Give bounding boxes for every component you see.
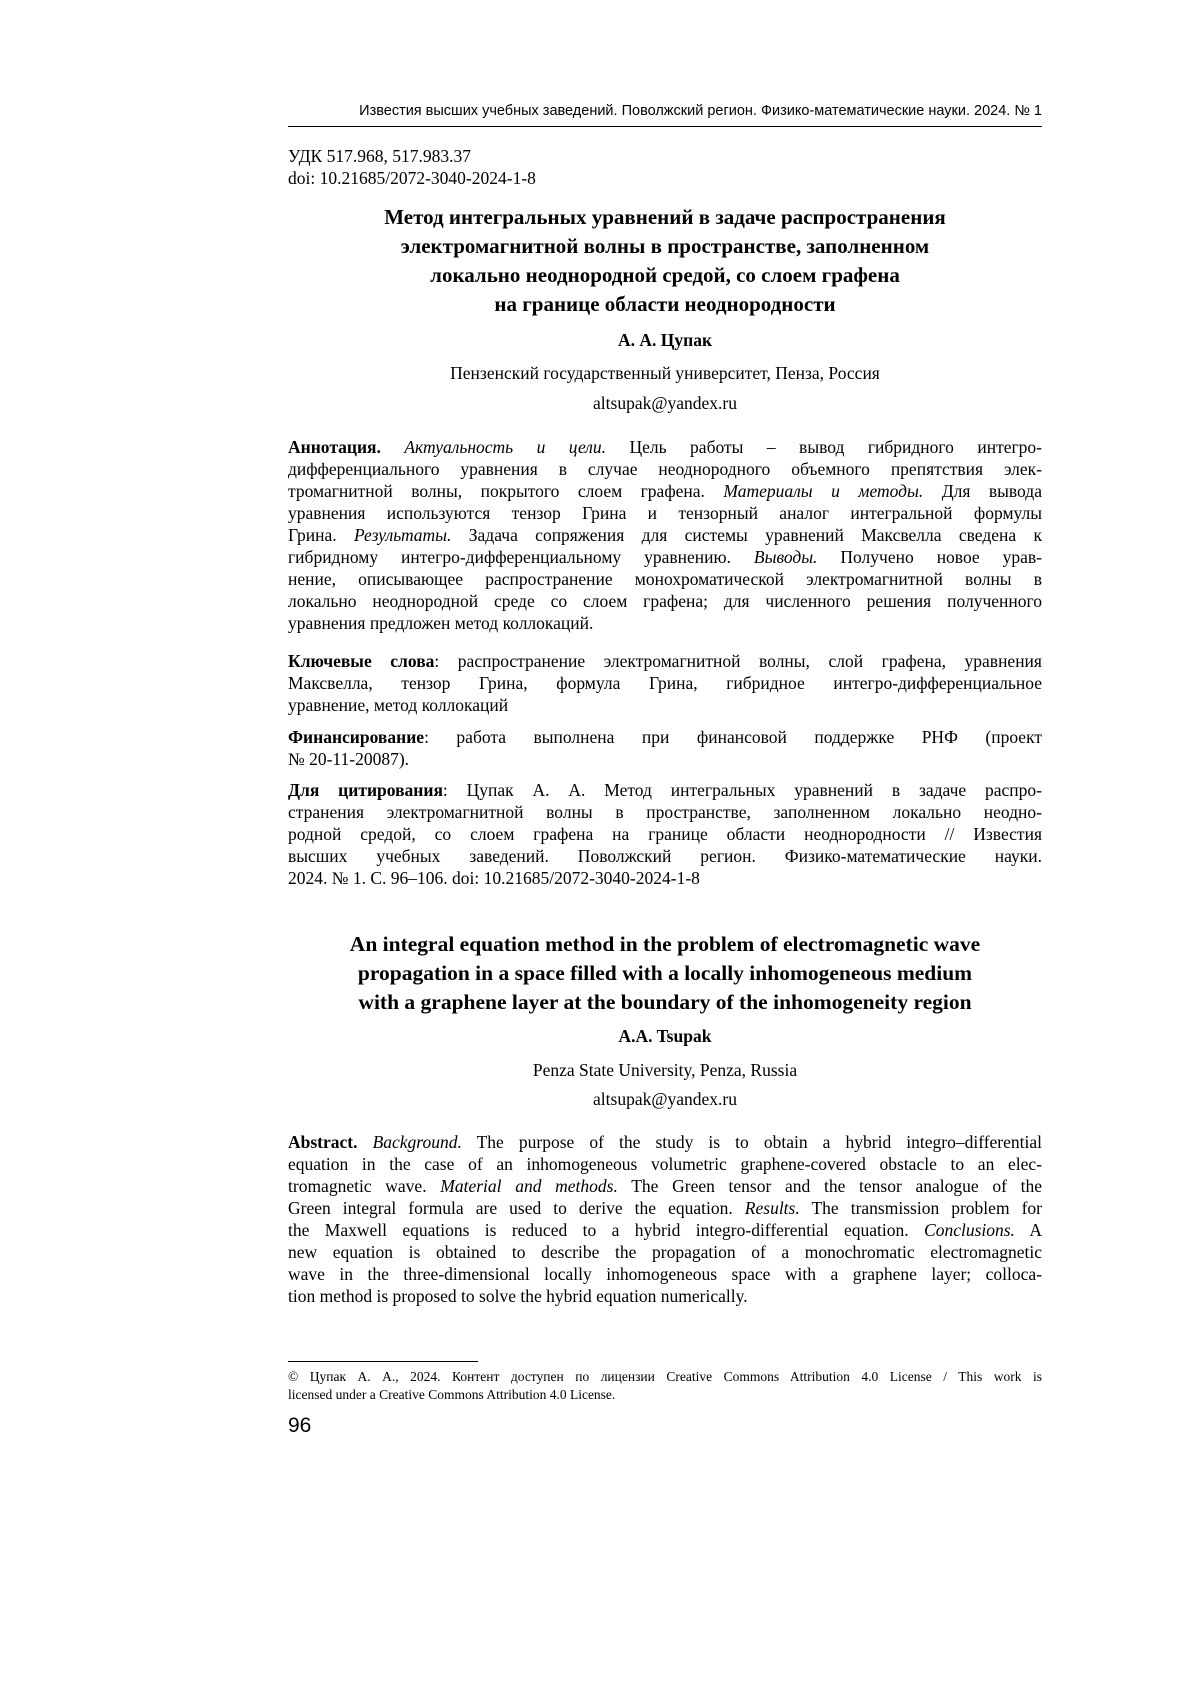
abstract-en-text: A [1014,1220,1042,1240]
keywords-ru-line [288,650,1042,672]
citation-ru-line [288,779,1042,801]
abstract-en-label: Abstract. [288,1132,358,1152]
abstract-ru-line: уравнения предложен метод коллокаций. [288,613,594,633]
udc-code: УДК 517.968, 517.983.37 [288,146,471,166]
keywords-ru-line: уравнение, метод коллокаций [288,695,509,715]
keywords-ru-line: Максвелла, тензор Грина, формула Грина, гибридное интегро-дифференциальное [288,673,1042,693]
author-en: A.A. Tsupak [618,1026,712,1046]
abstract-en-line: new equation is obtained to describe the propagation of a monochromatic electromagnetic [288,1242,1042,1262]
title-ru-line: электромагнитной волны в пространстве, заполненном [400,234,930,258]
abstract-en-text: tromagnetic wave. [288,1176,441,1196]
abstract-en-text: the Maxwell equations is reduced to a hybrid integro-differential equation. [288,1220,925,1240]
funding-ru-text: : работа выполнена при финансовой поддержке РНФ (проект [424,727,1042,747]
abstract-en-text: Green integral formula are used to derive the equation. [288,1198,745,1218]
author-ru: А. А. Цупак [617,330,713,350]
funding-ru-line: № 20-11-20087). [288,749,410,769]
abstract-en [288,1131,1042,1307]
citation-ru-label: Для цитирования [288,780,443,800]
abstract-en-line [288,1197,1042,1219]
citation-ru-line: родной средой, со слоем графена на границе области неоднородности // Известия [288,824,1042,844]
title-en-line: with a graphene layer at the boundary of the inhomogeneity region [358,990,972,1014]
header-rule [288,126,1042,127]
footnote-line: © Цупак А. А., 2024. Контент доступен по лицензии Creative Commons Attribution 4.0 License / This work is [288,1369,1042,1384]
abstract-ru-text: Задача сопряжения для системы уравнений Максвелла сведена к [451,525,1042,545]
abstract-en-text: The transmission problem for [799,1198,1043,1218]
abstract-ru-line [288,436,1042,458]
email-en: altsupak@yandex.ru [593,1089,737,1109]
abstract-ru-line: локально неоднородной среде со слоем графена; для численного решения полученного [288,591,1042,611]
title-en-line: An integral equation method in the problem of electromagnetic wave [349,932,981,956]
abstract-en-line: equation in the case of an inhomogeneous volumetric graphene-covered obstacle to an elec- [288,1154,1042,1174]
abstract-ru-text: тромагнитной волны, покрытого слоем графена. [288,481,724,501]
abstract-ru-conclusions-label: Выводы. [753,547,818,567]
title-ru-line: локально неоднородной средой, со слоем графена [430,263,900,287]
abstract-ru-text: Для вывода [923,481,1042,501]
abstract-ru-text: гибридному интегро-дифференциальному уравнению. [288,547,754,567]
title-ru [288,203,1042,319]
abstract-ru-line: дифференциального уравнения в случае неоднородного объемного препятствия элек- [288,459,1042,479]
abstract-en-text: The purpose of the study is to obtain a hybrid integro–differential [461,1132,1042,1152]
abstract-en-methods-label: Material and methods. [440,1176,618,1196]
affiliation-en: Penza State University, Penza, Russia [532,1060,798,1080]
citation-ru-line: высших учебных заведений. Поволжский регион. Физико-математические науки. [288,846,1042,866]
abstract-ru-text: Грина. [288,525,354,545]
abstract-ru-methods-label: Материалы и методы. [723,481,924,501]
abstract-en-results-label: Results. [744,1198,800,1218]
title-en-line: propagation in a space filled with a locally inhomogeneous medium [357,961,973,985]
abstract-ru-line [288,546,1042,568]
abstract-ru-line [288,480,1042,502]
abstract-ru-line: нение, описывающее распространение монохроматической электромагнитной волны в [288,569,1042,589]
abstract-en-line: wave in the three-dimensional locally inhomogeneous space with a graphene layer; colloca- [288,1264,1042,1284]
abstract-ru [288,436,1042,634]
abstract-en-line [288,1131,1042,1153]
abstract-en-line [288,1175,1042,1197]
email-ru: altsupak@yandex.ru [593,393,737,413]
abstract-ru-results-label: Результаты. [353,525,452,545]
abstract-ru-label: Аннотация. [288,437,381,457]
abstract-en-line: tion method is proposed to solve the hybrid equation numerically. [288,1286,748,1306]
citation-ru-line: 2024. № 1. С. 96–106. doi: 10.21685/2072-3040-2024-1-8 [288,868,700,888]
title-ru-line: на границе области неоднородности [494,292,836,316]
citation-ru [288,779,1042,889]
citation-ru-text: : Цупак А. А. Метод интегральных уравнений в задаче распро- [442,780,1043,800]
abstract-en-line [288,1219,1042,1241]
abstract-ru-text: Получено новое урав- [817,547,1042,567]
funding-ru-label: Финансирование [288,727,425,747]
abstract-ru-background-label: Актуальность и цели. [404,437,607,457]
citation-ru-line: странения электромагнитной волны в пространстве, заполненном локально неодно- [288,802,1042,822]
abstract-ru-text: Цель работы – вывод гибридного интегро- [606,437,1042,457]
keywords-ru [288,650,1042,716]
doi: doi: 10.21685/2072-3040-2024-1-8 [288,168,536,188]
abstract-en-conclusions-label: Conclusions. [924,1220,1015,1240]
funding-ru-line [288,726,1042,748]
funding-ru [288,726,1042,770]
abstract-ru-line: уравнения используются тензор Грина и тензорный аналог интегральной формулы [288,503,1042,523]
keywords-ru-label: Ключевые слова [288,651,435,671]
abstract-ru-line [288,524,1042,546]
journal-header: Известия высших учебных заведений. Поволжский регион. Физико-математические науки. 2024. № 1 [359,103,1042,119]
keywords-ru-text: : распространение электромагнитной волны, слой графена, уравнения [434,651,1042,671]
footnote-rule [288,1361,478,1362]
affiliation-ru: Пензенский государственный университет, Пенза, Россия [450,363,880,383]
license-footnote [288,1368,1042,1404]
footnote-line: licensed under a Creative Commons Attribution 4.0 License. [288,1387,616,1402]
title-ru-line: Метод интегральных уравнений в задаче распространения [384,205,946,229]
title-en [288,930,1042,1017]
abstract-en-text: The Green tensor and the tensor analogue of the [617,1176,1042,1196]
article-meta [288,145,536,189]
abstract-en-background-label: Background. [372,1132,462,1152]
page-number: 96 [288,1414,312,1437]
